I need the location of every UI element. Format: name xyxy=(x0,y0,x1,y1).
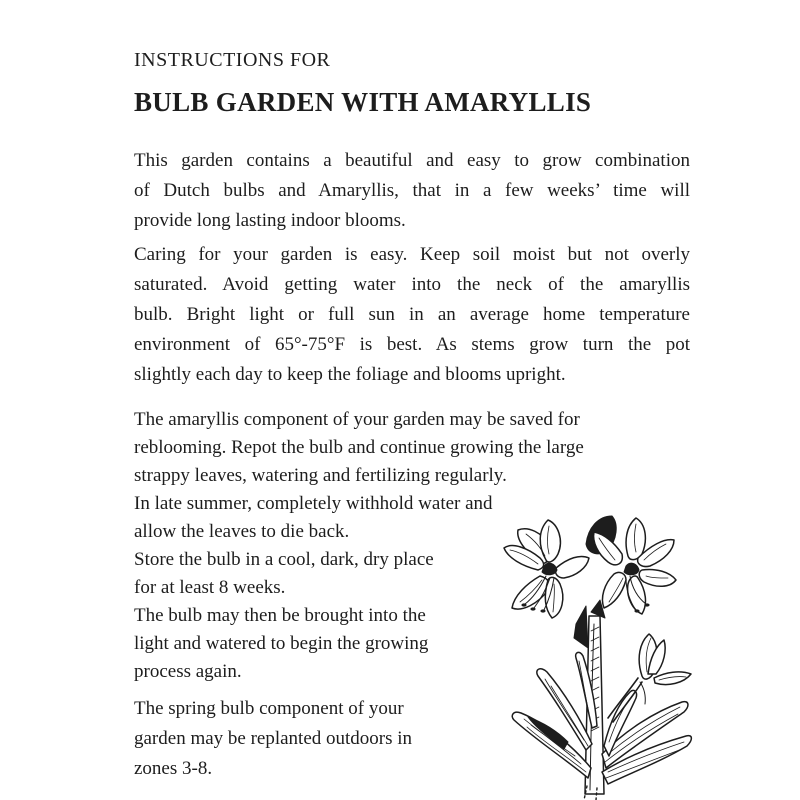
document-kicker: INSTRUCTIONS FOR xyxy=(134,49,331,71)
text-line: slightly each day to keep the foliage and blooms upright. xyxy=(134,364,566,385)
text-line: reblooming. Repot the bulb and continue growing the large xyxy=(134,437,584,458)
text-line: bulb. Bright light or full sun in an average home temperature xyxy=(134,304,690,325)
text-line: strappy leaves, watering and fertilizing regularly. xyxy=(134,465,507,486)
text-line: for at least 8 weeks. xyxy=(134,577,286,598)
text-line: In late summer, completely withhold water and xyxy=(134,493,493,514)
text-line: garden may be replanted outdoors in xyxy=(134,728,413,749)
text-line: zones 3-8. xyxy=(134,758,213,779)
text-line: The amaryllis component of your garden may be saved for xyxy=(134,409,580,430)
document-title: BULB GARDEN WITH AMARYLLIS xyxy=(134,87,592,117)
text-line: provide long lasting indoor blooms. xyxy=(134,210,406,231)
paragraph-care xyxy=(134,240,690,390)
text-line: Store the bulb in a cool, dark, dry place xyxy=(134,549,434,570)
text-line: environment of 65°-75°F is best. As stems grow turn the pot xyxy=(134,334,690,355)
text-line: saturated. Avoid getting water into the neck of the amaryllis xyxy=(134,274,690,295)
paragraph-intro xyxy=(134,146,690,236)
text-line: Caring for your garden is easy. Keep soil moist but not overly xyxy=(134,244,690,265)
text-line: allow the leaves to die back. xyxy=(134,521,350,542)
text-line: of Dutch bulbs and Amaryllis, that in a few weeks’ time will xyxy=(134,180,690,201)
text-line: The bulb may then be brought into the xyxy=(134,605,426,626)
amaryllis-illustration xyxy=(496,506,706,800)
text-line: This garden contains a beautiful and easy to grow combination xyxy=(134,150,690,171)
text-line: process again. xyxy=(134,661,242,682)
text-line: The spring bulb component of your xyxy=(134,698,404,719)
text-line: light and watered to begin the growing xyxy=(134,633,429,654)
